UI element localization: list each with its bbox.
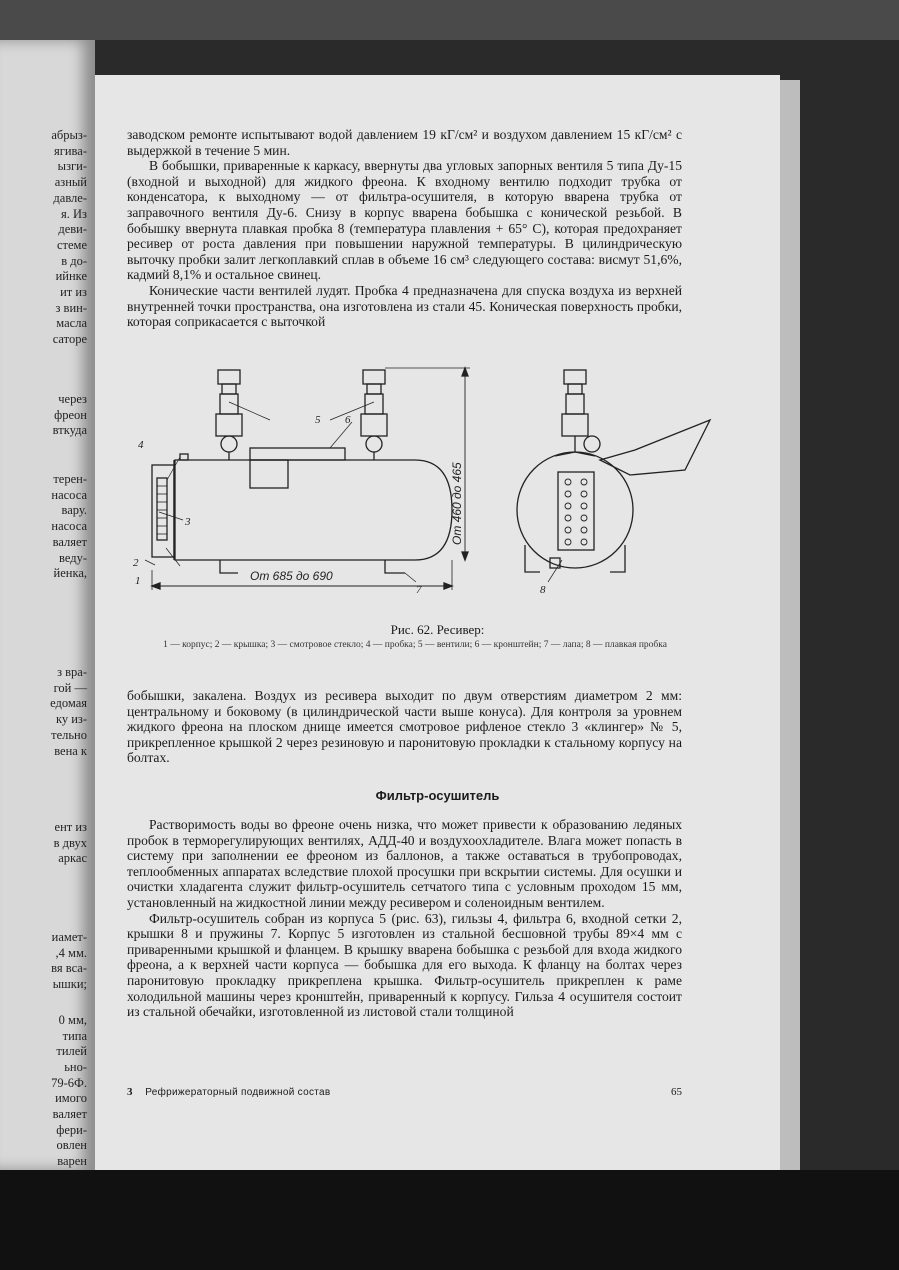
left-page-fragment: деви- [58, 222, 87, 237]
foot-right [385, 560, 405, 573]
figure-caption-title: Рис. 62. Ресивер: [390, 622, 485, 637]
bracket-plate [250, 460, 288, 488]
valve-right [361, 370, 387, 460]
page-number: 65 [671, 1086, 682, 1098]
left-page-fragment: саторе [52, 332, 87, 347]
left-page-fragment: вару. [61, 503, 87, 518]
left-page-fragment: вя вса- [51, 961, 87, 976]
left-page-fragment: вена к [54, 743, 87, 758]
left-page-fragment: едомая [50, 696, 87, 711]
receiver-drawing [130, 360, 725, 605]
book-title: Рефрижераторный подвижной состав [145, 1087, 331, 1098]
front-gauge-panel [558, 472, 594, 550]
callout-4: 4 [138, 439, 144, 451]
book-page [95, 75, 780, 1170]
left-page-fragment: з вра- [57, 665, 87, 679]
left-page-fragment: ку из- [55, 712, 87, 727]
left-page-fragment: ент из [54, 820, 87, 834]
callout-2: 2 [133, 557, 139, 569]
section-heading: Фильтр-осушитель [375, 788, 500, 803]
sight-glass [157, 478, 167, 540]
left-page-fragment: ит из [60, 285, 87, 299]
left-page-fragment: з вин- [55, 300, 87, 315]
left-page-fragment: валяет [52, 534, 87, 549]
scan-right-edge [780, 80, 800, 1170]
length-dimension: От 685 до 690 [250, 569, 333, 583]
left-page-fragment: стеме [56, 237, 87, 252]
left-page-fragment: я. Из [61, 206, 87, 221]
left-page-fragment: 0 мм, [58, 1012, 87, 1027]
valve-left [216, 370, 242, 460]
air-plug [180, 454, 188, 460]
left-page-fragment: давле- [53, 190, 87, 205]
scan-bottom-band [0, 1170, 899, 1270]
left-page-fragment: ышки; [52, 977, 87, 992]
left-page-fragment: тилей [56, 1044, 87, 1059]
left-page-fragment: 79-6Ф. [51, 1075, 87, 1090]
callout-8: 8 [540, 584, 546, 596]
left-page-fragment: аркас [58, 851, 87, 866]
callout-3: 3 [185, 516, 191, 528]
left-page-fragment: в двух [53, 835, 87, 850]
left-page-fragment: типа [62, 1028, 87, 1043]
text-block-top [127, 127, 682, 330]
left-page-fragment: фреон [54, 407, 87, 422]
left-page-fragment: иамет- [51, 930, 87, 944]
left-page-fragment: насоса [51, 487, 87, 502]
left-page-fragment: тельно [51, 727, 87, 742]
left-page-fragment: абрыз- [51, 128, 87, 142]
left-page-fragment: фери- [56, 1122, 87, 1137]
left-page-fragment: ,4 мм. [55, 945, 87, 960]
paragraph: Растворимость воды во фреоне очень низка, что может привести к образованию ледяных пробок в терморегулирующих вентилях, АДД-40 и воздухоохладителе. Влага может попасть в систему при заполнении ее фреоном из баллонов, а также оставаться в трубопроводах, теплообменных аппаратах вследствие плохой просушки при вскрытии системы. Для осушки и очистки хладагента служит фильтр-осушитель сетчатого типа с условным проходом 15 мм, установленный на жидкостной линии между ресивером и соленоидным вентилем. [127, 817, 682, 910]
left-page-fragment: веду- [59, 550, 87, 565]
end-cover [152, 465, 174, 557]
foot-left [220, 560, 238, 573]
left-page-fragment: ызги- [57, 159, 87, 174]
paragraph: бобышки, закалена. Воздух из ресивера выходит по двум отверстиям диаметром 2 мм: центральному и боковому (в цилиндрической части выше конуса). Для контроля за уровнем жидкого фреона на плоском днище имеется смотровое рифленое стекло 3 «клингер» № 5, прикрепленное крышкой 2 через резиновую и паронитовую прокладки к стальному корпусу на болтах. [127, 688, 682, 766]
callout-1: 1 [135, 575, 141, 587]
left-page-fragment: валяет [52, 1107, 87, 1121]
left-page-fragment: азный [54, 175, 87, 190]
mounting-bracket-front [600, 420, 710, 475]
left-page-fragment: йенка, [53, 566, 87, 581]
paragraph: В бобышки, приваренные к каркасу, ввернуты два угловых запорных вентиля 5 типа Ду-15 (входной и выходной) для жидкого фреона. К входному вентилю подходит трубка от конденсатора, к выходному — от фильтра-осушителя, в которую вварена трубка от заправочного вентиля Ду-6. Снизу в корпус вварена бобышка с конической резьбой. В бобышку ввернута плавкая пробка 8 (температура плавления + 65° С), которая предохраняет ресивер от роста давления при повышении наружной температуры. В цилиндрическую выточку пробки залит легкоплавкий сплав в объеме 16 см³ следующего состава: висмут 51,6%, кадмий 8,1% и остальное свинец. [127, 158, 682, 283]
paragraph: Конические части вентилей лудят. Пробка 4 предназначена для спуска воздуха из верхней внутренней точки пространства, она изготовлена из стали 45. Коническая поверхность пробки, которая соприкасается с выточкой [127, 282, 682, 330]
height-dimension: От 460 до 465 [450, 462, 464, 545]
callout-7: 7 [416, 584, 422, 596]
left-page-fragment: ягива- [53, 143, 87, 158]
left-page-fragment: масла [56, 316, 87, 331]
tank-body [175, 460, 452, 560]
left-page-fragment: терен- [53, 472, 87, 486]
paragraph: Фильтр-осушитель собран из корпуса 5 (рис. 63), гильзы 4, фильтра 6, входной сетки 2, крышки 8 и пружины 7. Корпус 5 изготовлен из стальной бесшовной трубы 89×4 мм с приваренными крышкой и фланцем. В крышку вварена бобышка с резьбой для входа жидкого фреона, а к верхней части корпуса — бобышка для его выхода. К фланцу на болтах через паронитовую прокладку прикреплена крышка. Фильтр-осушитель прикреплен к раме холодильной машины через кронштейн, приваренный к корпусу. Гильза 4 осушителя состоит из стальной обечайки, изготовленной из листовой стали толщиной [127, 910, 682, 1020]
left-page-fragment: через [58, 392, 87, 406]
bracket [250, 448, 345, 460]
sheet-number: 3 [127, 1086, 133, 1098]
text-block-bottom [127, 817, 682, 1020]
left-page-fragment: ийнке [55, 269, 87, 284]
receiver-schematic-svg [130, 360, 725, 605]
left-page-fragment: имого [55, 1091, 87, 1106]
paragraph: заводском ремонте испытывают водой давлением 19 кГ/см² и воздухом давлением 15 кГ/см² с выдержкой в течение 5 мин. [127, 127, 682, 158]
left-page-fragment: гой — [53, 680, 87, 695]
left-page-fragment: ьно- [64, 1059, 87, 1074]
text-block-mid [127, 688, 682, 766]
figure-caption-legend: 1 — корпус; 2 — крышка; 3 — смотровое стекло; 4 — пробка; 5 — вентили; 6 — кронштейн; 7 — лапа; 8 — плавкая пробка [163, 640, 667, 650]
callout-5: 5 [315, 414, 321, 426]
page-footer [127, 1086, 682, 1098]
scan-top-band [0, 0, 899, 40]
left-page-edge [0, 40, 95, 1170]
left-page-fragment: варен [57, 1154, 87, 1169]
callout-6: 6 [345, 414, 351, 426]
left-page-fragment: вткуда [52, 423, 87, 438]
left-page-fragment: насоса [51, 519, 87, 534]
left-page-fragment: в до- [61, 253, 87, 268]
valve-front [562, 370, 600, 452]
left-page-fragment: овлен [56, 1138, 87, 1153]
